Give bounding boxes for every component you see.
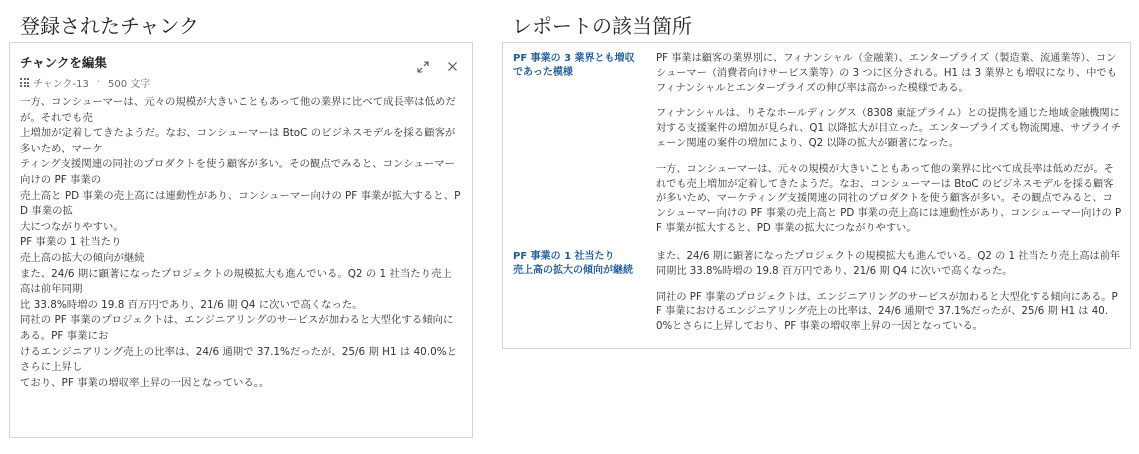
report-paragraph: また、24/6 期に顕著になったプロジェクトの規模拡大も進んでいる。Q2 の 1 社当たり売上高は前年同期比 33.8%時増の 19.8 百万円であり、21/6 期 Q4 に次いで高くなった。 (656, 251, 1121, 277)
chunk-editor-title: チャンクを編集 (20, 55, 107, 70)
report-section-body (656, 52, 1122, 248)
char-count: 500 文字 (108, 79, 151, 90)
expand-icon[interactable] (417, 61, 429, 75)
report-paragraph: 一方、コンシューマーは、元々の規模が大きいこともあって他の業界に比べて成長率は低めだが。それでも売上増加が定着してきたようだ。なお、コンシューマーは BtoC のビジネスモデルを採る顧客が多いため、マーケティング支援関連の同社のプロダクトを使う顧客が多い。その観点でみると、コンシューマー向けの PF 事業の売上高と PD 事業の売上高には連動性があり、コンシューマー向けの PF 事業が拡大すると、PD 事業の拡大につながりやすい。 (656, 163, 1122, 234)
chunk-meta (20, 75, 462, 90)
chunk-text-editor[interactable]: 一方、コンシューマーは、元々の規模が大きいこともあって他の業界に比べて成長率は低めだが。それでも売 上増加が定着してきたようだ。なお、コンシューマーは BtoC のビジネスモデルを採る顧客が多いため、マーケ ティング支援関連の同社のプロダクトを使う顧客が多い。その観点でみると、コンシューマー向けの PF 事業の 売上高と PD 事業の売上高には連動性があり、コンシューマー向けの PF 事業が拡大すると、PD 事業の拡 大につながりやすい。 PF 事業の 1 社当たり 売上高の拡大の傾向が継続 また、24/6 期に顕著になったプロジェクトの規模拡大も進んでいる。Q2 の 1 社当たり売上高は前年同期 比 33.8%時増の 19.8 百万円であり、21/6 期 Q4 に次いで高くなった。 同社の PF 事業のプロジェクトは、エンジニアリングのサービスが加わると大型化する傾向にある。PF 事業にお けるエンジニアリング売上の比率は、24/6 通期で 37.1%だったが、25/6 期 H1 は 40.0%とさらに上昇し ており、PF 事業の増収率上昇の一因となっている。。 (20, 96, 461, 389)
report-paragraph: フィナンシャルは、りそなホールディングス（8308 東証プライム）との提携を通じた地域金融機関に対する支援案件の増加が見られ、Q1 以降拡大が目立った。エンタープライズも物流関連、サプライチェーン関連の案件の増加により、Q2 以降の拡大が顕著になった。 (656, 108, 1121, 149)
drag-grid-icon (20, 78, 29, 87)
chunk-editor-card (9, 42, 473, 438)
close-icon[interactable] (447, 61, 458, 75)
registered-chunk-title: 登録されたチャンク (20, 14, 199, 38)
report-paragraph: PF 事業は顧客の業界別に、フィナンシャル（金融業）、エンタープライズ（製造業、流通業等）、コンシューマー（消費者向けサービス業等）の 3 つに区分される。H1 は 3 業界とも増収になり、中でもフィナンシャルとエンタープライズの伸び率は高かった模様である。 (656, 53, 1117, 94)
report-excerpt-title: レポートの該当箇所 (512, 14, 692, 38)
card-actions (417, 61, 458, 75)
meta-separator: · (96, 77, 101, 88)
chunk-editor-header (10, 43, 472, 89)
report-section-body (656, 250, 1122, 346)
chunk-id: チャンク-13 (33, 79, 89, 90)
report-panel (502, 42, 1131, 349)
report-section-heading: PF 事業の 1 社当たり 売上高の拡大の傾向が継続 (513, 251, 633, 277)
report-section-heading: PF 事業の 3 業界とも増収 であった模様 (513, 53, 635, 79)
report-paragraph: 同社の PF 事業のプロジェクトは、エンジニアリングのサービスが加わると大型化する傾向にある。PF 事業におけるエンジニアリング売上の比率は、24/6 通期で 37.1%だったが、25/6 期 H1 は 40.0%とさらに上昇しており、PF 事業の増収率上昇の一因となっている。 (656, 291, 1118, 333)
